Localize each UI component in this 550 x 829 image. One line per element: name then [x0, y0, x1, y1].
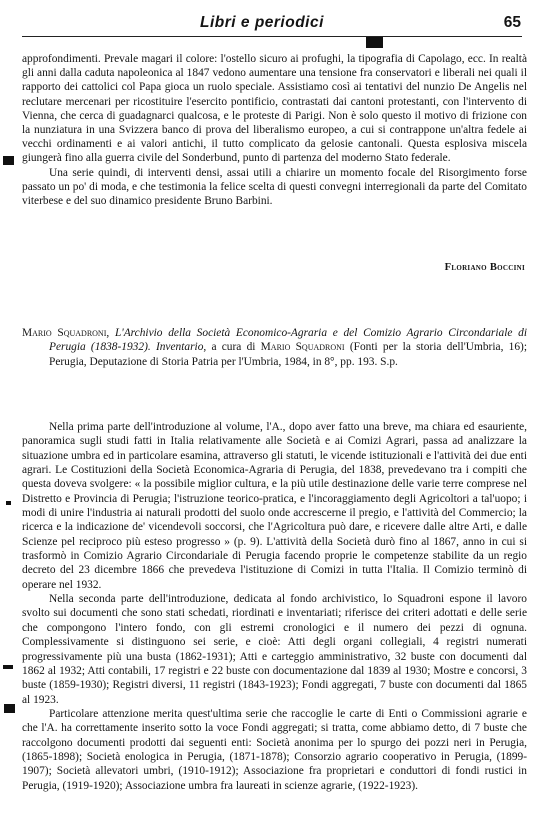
scan-mark — [4, 704, 15, 713]
scan-mark — [6, 501, 11, 505]
header-rule — [22, 36, 522, 37]
bibliographic-citation: Mario Squadroni, L'Archivio della Società Economico-Agraria e del Comizio Agrario Circondariale di Perugia (1838-1932). Inventario, a cura di Mario Squadroni (Fonti per la storia dell'Umbria, 16); Perugia, Deputazione di Storia Patria per l'Umbria, 1984, in 8°, pp. 193. S.p. — [22, 327, 527, 368]
scan-mark — [3, 156, 14, 165]
running-title: Libri e periodici — [200, 14, 324, 31]
citation-author: Mario Squadroni — [22, 327, 107, 339]
reviewer-signature: Floriano Boccini — [444, 262, 525, 273]
scan-mark — [3, 665, 13, 669]
review-paragraph: Nella prima parte dell'introduzione al volume, l'A., dopo aver fatto una breve, ma chiara ed esauriente, panoramica sugli studi fatti in Italia relativamente alle Società e ai Comizi Agrari, passa ad analizzare la situazione umbra ed in particolare esamina, attraverso gli statuti, le vicende istituzionali e l'attività dei due enti agrari. Le Costituzioni della Società Economica-Agraria di Perugia, del 1838, prevedevano tra i compiti che questa doveva svolgere: « la possibile miglior cultura, e la più utile destinazione delle varie terre comprese nel Distretto e Provincia di Perugia; l'istruzione teorico-pratica, e l'incoraggiamento degli Agricoltori a tal'uopo; i modi di unire l'industria ai naturali prodotti del suolo onde accrescerne il pregio, e l'attività del Commercio; la ricerca e la indicazione de' vicendevoli soccorsi, che l'Agricoltura può dare, e ricevere dalle altre Arti, e dalle Scienze pel reciproco più esteso progresso » (p. 9). L'attività della Società durò fino al 1867, anno in cui si trasformò in Comizio Agrario Circondariale di Perugia facendo proprie le competenze stabilite da un regio decreto del 23 dicembre 1866 che prevedeva l'istituzione di Comizi in tutta l'Italia. Il Comizio terminò di operare nel 1932. — [22, 421, 527, 591]
scan-mark — [366, 37, 383, 48]
citation-details: (Fonti per la storia dell'Umbria, 16); Perugia, Deputazione di Storia Patria per l'Umbria, 1984, in 8°, pp. 193. S.p. — [49, 341, 527, 368]
citation-curator-intro: , a cura di — [203, 341, 261, 354]
review-body — [22, 420, 527, 793]
citation-curator: Mario Squadroni — [260, 341, 345, 354]
review-paragraph: Particolare attenzione merita quest'ultima serie che raccoglie le carte di Enti o Commissioni agrarie e che l'A. ha correttamente inserito sotto la voce Fondi aggregati; si tratta, come abbiamo detto, di 7 buste che raccolgono documenti prodotti dai seguenti enti: Società anonima per lo spurgo dei pozzi neri in Perugia, (1865-1898); Società enologica in Perugia, (1871-1878); Consorzio agrario cooperativo in Perugia, (1899-1907); Società allevatori umbri, (1910-1912); Associazione fra proprietari e conduttori di fondi rustici in Perugia, (1919-1920); Associazione umbra fra laureati in scienze agrarie, (1922-1923). — [22, 707, 527, 792]
review-paragraph: approfondimenti. Prevale magari il colore: l'ostello sicuro ai profughi, la tipografia di Capolago, ecc. In realtà gli anni dalla caduta napoleonica al 1847 vedono aumentare una tensione fra conservatori e liberali nei quali il rapporto dei cattolici col Papa gioca un ruolo speciale. Assistiamo così ai tentativi del nunzio De Angelis nel reclutare mercenari per ricostituire l'esercito pontificio, contrastati dai cantoni protestanti, con l'intervento di Vienna, che cerca di guadagnarci qualcosa, e le proteste di Parigi. Non è solo questo il motivo di frizione con la nunziatura in una Svizzera banco di prova del liberalismo europeo, a cui si contrappone un'altra fedele ai vecchi ordinamenti e ai valori antichi, il tutto complicato da gelosie cantonali. Questa esplosiva miscela giungerà fino alla guerra civile del Sonderbund, punto di partenza del moderno Stato federale. — [22, 53, 527, 165]
citation-title: L'Archivio della Società Economico-Agraria e del Comizio Agrario Circondariale di Perugia (1838-1932). Inventario — [49, 327, 527, 354]
review-continuation — [22, 52, 527, 208]
page-number: 65 — [503, 14, 521, 31]
review-paragraph: Una serie quindi, di interventi densi, assai utili a chiarire un momento focale del Risorgimento forse passato un po' di moda, e che testimonia la felice scelta di questi convegni interregionali da parte del Comitato viterbese e del suo dinamico presidente Bruno Barbini. — [22, 166, 527, 208]
review-paragraph: Nella seconda parte dell'introduzione, dedicata al fondo archivistico, lo Squadroni espone il lavoro svolto sui documenti che sono stati schedati, riordinati e inventariati; riferisce dei criteri adottati e delle serie che compongono l'intero fondo, con gli estremi cronologici e il numero dei pezzi di ognuna. Complessivamente si distinguono sei serie, e cioè: Atti degli organi collegiali, 4 registri numerati progressivamente più una busta (1862-1931); Atti e carteggio amministrativo, 32 buste con documenti dal 1862 al 1932; Atti contabili, 17 registri e 22 buste con documentazione dal 1839 al 1930; Mostre e concorsi, 3 buste (1859-1930); Registri diversi, 11 registri (1843-1923); Fondi aggregati, 7 buste con documenti dal 1865 al 1923. — [22, 593, 527, 706]
